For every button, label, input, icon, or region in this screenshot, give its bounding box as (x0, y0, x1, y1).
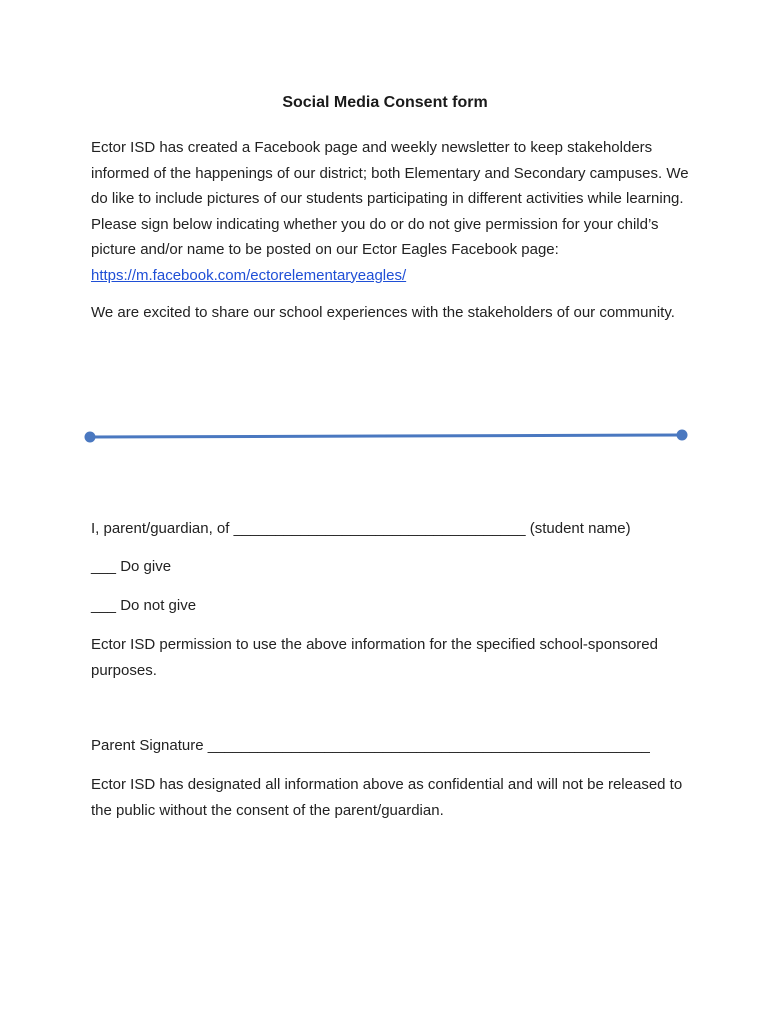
intro-paragraph (91, 135, 691, 288)
confidentiality-paragraph: Ector ISD has designated all information above as confidential and will not be released to the public without the consent of the parent/guardian. (91, 776, 683, 819)
facebook-link[interactable]: https://m.facebook.com/ectorelementaryeagles/ (91, 266, 407, 284)
divider-left-endpoint (85, 432, 96, 443)
excitement-paragraph: We are excited to share our school experiences with the stakeholders of our community. (91, 304, 675, 321)
guardian-student-name-line: I, parent/guardian, of ___________________________________ (student name) (91, 520, 631, 537)
do-not-give-option: ___ Do not give (91, 597, 197, 614)
do-give-option: ___ Do give (91, 558, 172, 575)
parent-signature-line: Parent Signature _____________________________________________________ (91, 737, 650, 754)
permission-paragraph: Ector ISD permission to use the above information for the specified school-sponsored purposes. (91, 636, 658, 679)
divider-line (90, 435, 682, 437)
page-title: Social Media Consent form (282, 94, 488, 111)
section-divider (84, 426, 690, 446)
intro-text: Ector ISD has created a Facebook page and weekly newsletter to keep stakeholders informed of the happenings of our district; both Elementary and Secondary campuses. We do like to include pictures of our students participating in different activities while learning. Please sign below indicating whether you do or do not give permission for your child’s picture and/or name to be posted on our Ector Eagles Facebook page: (91, 139, 689, 258)
divider-right-endpoint (677, 430, 688, 441)
